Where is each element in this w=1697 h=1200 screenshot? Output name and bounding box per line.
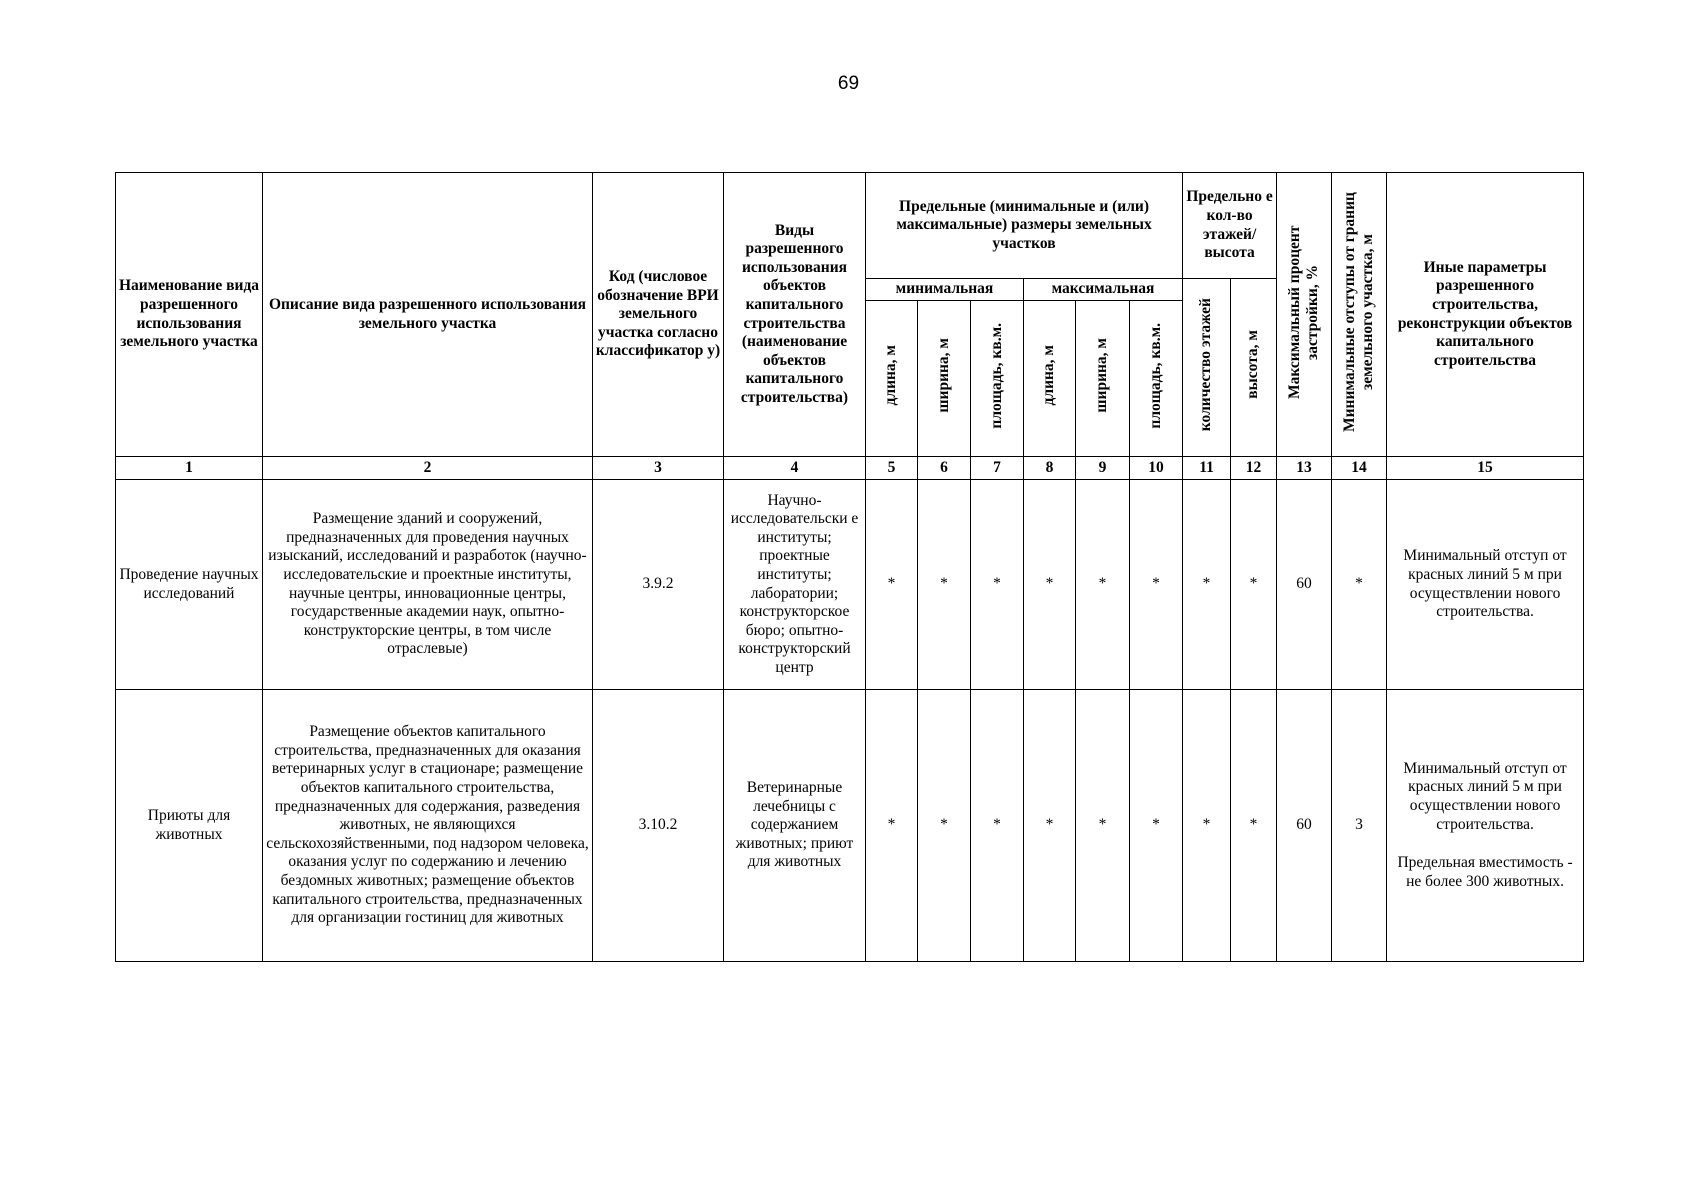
row-name: Приюты для животных (116, 690, 263, 962)
row-value: * (1183, 480, 1231, 690)
table-row (116, 480, 1584, 690)
row-oks: Ветеринарные лечебницы с содержанием животных; приют для животных (724, 690, 866, 962)
column-number: 14 (1332, 457, 1387, 480)
page-number: 69 (837, 73, 860, 94)
zoning-parameters-table (115, 172, 1584, 962)
row-value: * (918, 690, 971, 962)
header-max-area-cell (1130, 301, 1183, 457)
column-number-row (116, 457, 1584, 480)
header-code: Код (числовое обозначение ВРИ земельного участка согласно классификатор у) (593, 173, 724, 457)
header-min-area: площадь, кв.м. (987, 322, 1005, 429)
header-min-area-cell (971, 301, 1024, 457)
header-max-area: площадь, кв.м. (1146, 322, 1164, 429)
row-value: * (1183, 690, 1231, 962)
column-number: 2 (263, 457, 593, 480)
row-value: * (971, 480, 1024, 690)
row-value: * (866, 480, 918, 690)
header-min-setbacks-cell (1332, 173, 1387, 457)
row-other-text: Минимальный отступ от красных линий 5 м при осуществлении нового строительства. (1403, 547, 1567, 621)
header-max-length-cell (1024, 301, 1076, 457)
header-name: Наименование вида разрешенного использования земельного участка (116, 173, 263, 457)
row-value: * (1332, 480, 1387, 690)
header-min-length-cell (866, 301, 918, 457)
row-value: 60 (1277, 690, 1332, 962)
header-max-percent-cell (1277, 173, 1332, 457)
column-number: 6 (918, 457, 971, 480)
row-description: Размещение объектов капитального строительства, предназначенных для оказания ветеринарных услуг в стационаре; размещение объектов капитального строительства, предназначенных для содержания, разведения животных, не являющихся сельскохозяйственными, под надзором человека, оказания услуг по содержанию и лечению бездомных животных; размещение объектов капитального строительства, предназначенных для организации гостиниц для животных (263, 690, 593, 962)
column-number: 13 (1277, 457, 1332, 480)
header-min-width-cell (918, 301, 971, 457)
header-description: Описание вида разрешенного использования земельного участка (263, 173, 593, 457)
column-number: 3 (593, 457, 724, 480)
column-number: 4 (724, 457, 866, 480)
row-name: Проведение научных исследований (116, 480, 263, 690)
header-other-params: Иные параметры разрешенного строительства, реконструкции объектов капитального строительства (1387, 173, 1584, 457)
column-number: 9 (1076, 457, 1130, 480)
row-value: * (1024, 690, 1076, 962)
row-value: * (1231, 690, 1277, 962)
header-min-setbacks: Минимальные отступы от границ земельного участка, м (1341, 191, 1377, 432)
header-limit-sizes: Предельные (минимальные и (или) максимальные) размеры земельных участков (866, 173, 1183, 279)
row-value: * (971, 690, 1024, 962)
column-number: 7 (971, 457, 1024, 480)
header-height: высота, м (1244, 330, 1262, 400)
column-number: 5 (866, 457, 918, 480)
column-number: 11 (1183, 457, 1231, 480)
header-max-width: ширина, м (1093, 338, 1111, 413)
row-code: 3.10.2 (593, 690, 724, 962)
row-value: * (1024, 480, 1076, 690)
row-other-extra: Предельная вместимость - не более 300 животных. (1397, 854, 1573, 890)
row-value: * (1076, 690, 1130, 962)
row-description: Размещение зданий и сооружений, предназначенных для проведения научных изысканий, исследований и разработок (научно-исследовательские и проектные институты, научные центры, инновационные центры, государственные академии наук, опытно-конструкторские центры, в том числе отраслевые) (263, 480, 593, 690)
table-row (116, 690, 1584, 962)
header-maximal: максимальная (1024, 279, 1183, 301)
row-value: 3 (1332, 690, 1387, 962)
column-number: 10 (1130, 457, 1183, 480)
header-floors-height: Предельно е кол-во этажей/ высота (1183, 173, 1277, 279)
row-other-text: Минимальный отступ от красных линий 5 м при осуществлении нового строительства. (1403, 759, 1567, 833)
header-floors-count-cell (1183, 279, 1231, 457)
header-oks-types: Виды разрешенного использования объектов капитального строительства (наименование объектов капитального строительства) (724, 173, 866, 457)
row-value: * (1130, 480, 1183, 690)
row-value: * (1130, 690, 1183, 962)
header-minimal: минимальная (866, 279, 1024, 301)
header-max-width-cell (1076, 301, 1130, 457)
row-value: * (918, 480, 971, 690)
header-max-length: длина, м (1040, 345, 1058, 406)
row-other-params (1387, 480, 1584, 690)
header-floors-count: количество этажей (1197, 298, 1215, 432)
header-height-cell (1231, 279, 1277, 457)
row-value: * (1231, 480, 1277, 690)
header-min-length: длина, м (882, 345, 900, 406)
column-number: 15 (1387, 457, 1584, 480)
header-row-1 (116, 173, 1584, 279)
header-min-width: ширина, м (934, 338, 952, 413)
row-oks: Научно-исследовательски е институты; проектные институты; лаборатории; конструкторское бюро; опытно-конструкторский центр (724, 480, 866, 690)
column-number: 8 (1024, 457, 1076, 480)
row-other-params (1387, 690, 1584, 962)
row-value: * (1076, 480, 1130, 690)
column-number: 1 (116, 457, 263, 480)
row-value: 60 (1277, 480, 1332, 690)
header-max-percent: Максимальный процент застройки, % (1286, 224, 1322, 399)
row-code: 3.9.2 (593, 480, 724, 690)
row-value: * (866, 690, 918, 962)
column-number: 12 (1231, 457, 1277, 480)
